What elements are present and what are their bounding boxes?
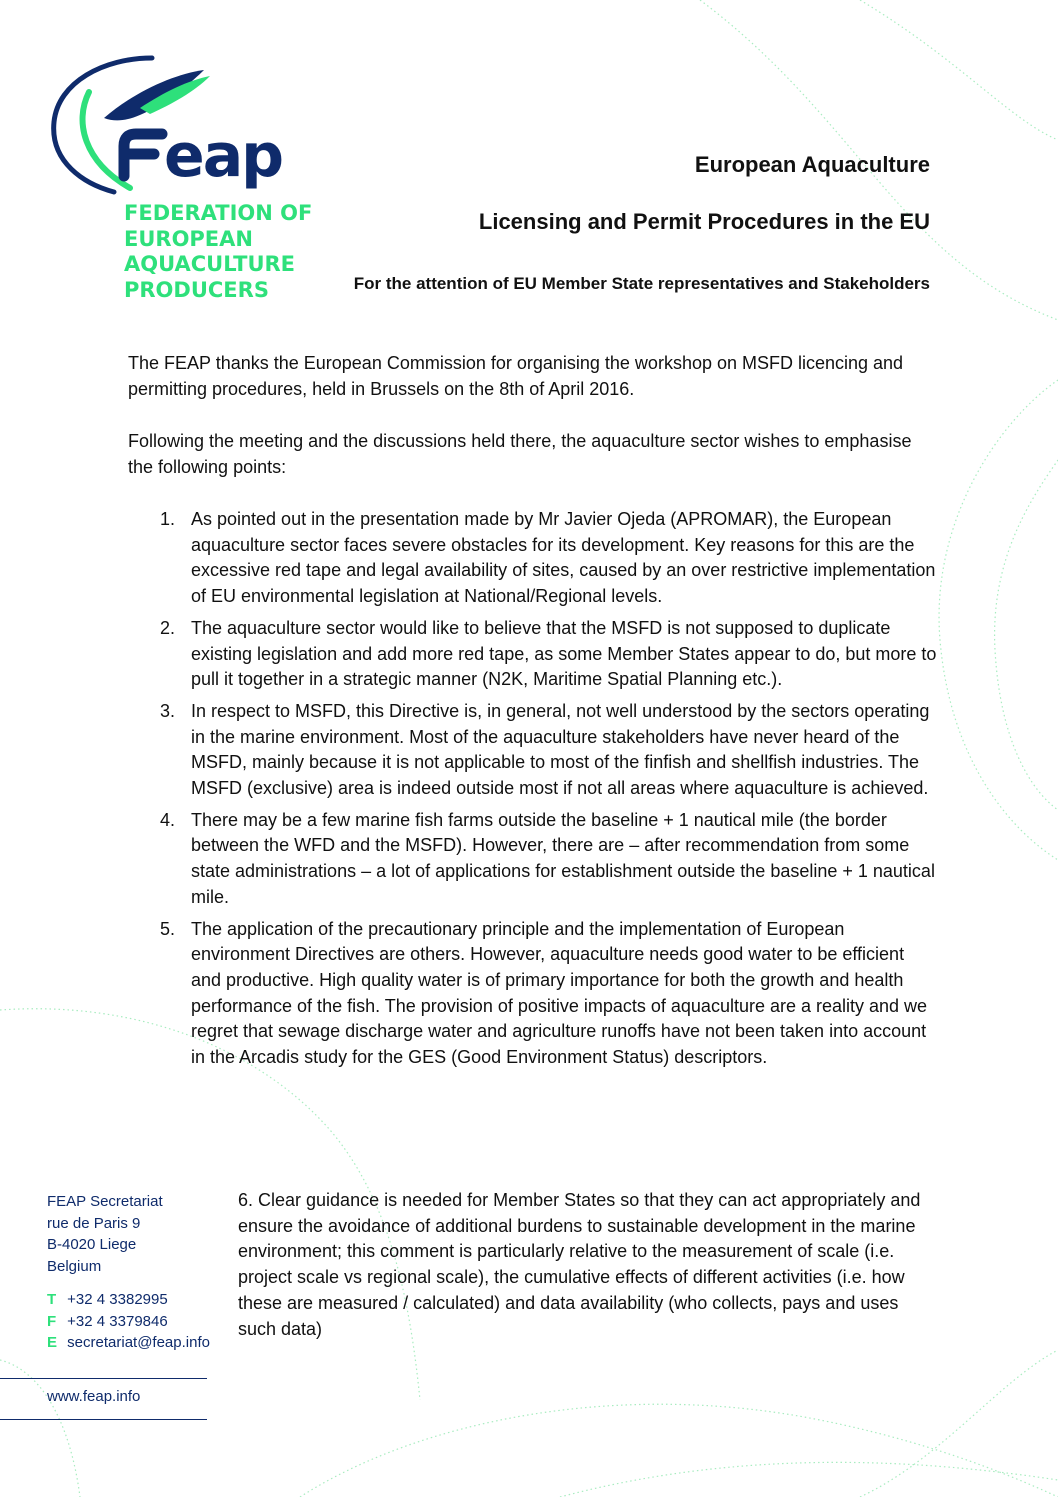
email-label: E [47,1334,58,1351]
list-item [128,507,938,610]
address-line: Belgium [47,1257,102,1275]
intro-paragraph: The FEAP thanks the European Commission for organising the workshop on MSFD licencing and permitting procedures, held in Brussels on the 8th of April 2016. [128,353,904,399]
email-row [47,1332,210,1354]
footer-divider [0,1419,207,1420]
org-name-line: FEDERATION OF [124,201,313,225]
intro-paragraph: Following the meeting and the discussions held there, the aquaculture sector wishes to emphasise the following points: [128,431,912,477]
list-item-text: In respect to MSFD, this Directive is, in general, not well understood by the sectors operating in the marine environment. Most of the aquaculture stakeholders have never heard of the MSFD, mainly because it is not applicable to most of the finfish and shellfish industries. The MSFD (exclusive) area is indeed outside most if not all areas where aquaculture is achieved. [191,700,930,799]
svg-text:eap: eap [164,121,283,191]
fax-row [47,1311,210,1333]
fax-number: +32 4 3379846 [67,1312,168,1330]
list-item [128,616,938,693]
address-line: FEAP Secretariat [47,1193,163,1210]
list-item-number: 4. [160,809,176,830]
document-title-line-1: European Aquaculture [694,152,930,177]
contact-details [47,1289,210,1354]
list-item-text: As pointed out in the presentation made by Mr Javier Ojeda (APROMAR), the European aquaculture sector faces severe obstacles for its development. Key reasons for this are the excessive red tape and legal availability of sites, caused by an over restrictive implementation of EU environmental legislation at National/Regional levels. [191,509,936,607]
list-item [128,917,938,1071]
points-list [128,507,938,1077]
organisation-name [124,201,312,303]
point-six-paragraph: 6. Clear guidance is needed for Member States so that they can act appropriately and ensure the avoidance of additional burdens to sustainable development in the marine environment; this comment is particularly relative to the measurement of scale (i.e. project scale vs regional scale), the cumulative effects of different activities (i.e. how these are measured / calculated) and data availability (who collects, pays and uses such data) [238,1190,921,1339]
phone-number: +32 4 3382995 [67,1291,168,1308]
list-item-text: The aquaculture sector would like to believe that the MSFD is not supposed to duplicate existing legislation and add more red tape, as some Member States appear to do, but more to pull it together in a strategic manner (N2K, Maritime Spatial Planning etc.). [191,617,937,690]
address-line: B-4020 Liege [47,1236,137,1253]
address-line: rue de Paris 9 [47,1214,141,1232]
list-item [128,699,938,802]
attention-line: For the attention of EU Member State representatives and Stakeholders [353,274,930,293]
secretariat-address [47,1191,163,1277]
document-title-line-2: Licensing and Permit Procedures in the EU [478,209,930,234]
org-name-line: EUROPEAN [124,226,253,251]
website-link[interactable]: www.feap.info [47,1388,141,1405]
phone-row [47,1289,210,1311]
footer-divider [0,1378,207,1379]
list-item-number: 5. [160,918,176,939]
list-item-text: The application of the precautionary principle and the implementation of European environment Directives are others. However, aquaculture needs good water to be efficient and productive. High quality water is of primary importance for both the growth and health performance of the fish. The provision of positive impacts of aquaculture are a reality and we regret that sewage discharge water and agriculture runoffs have not been taken into account in the Arcadis study for the GES (Good Environment Status) descriptors. [191,918,928,1068]
list-item-text: There may be a few marine fish farms outside the baseline + 1 nautical mile (the border between the WFD and the MSFD). However, there are – after recommendation from some state administrations – a lot of applications for establishment outside the baseline + 1 nautical mile. [191,809,935,907]
phone-label: T [47,1291,57,1308]
fax-label: F [47,1312,57,1330]
list-item-number: 2. [160,617,176,638]
list-item [128,808,938,911]
feap-fish-logo-icon [44,52,314,202]
org-name-line: PRODUCERS [124,277,269,302]
list-item-number: 1. [160,509,176,529]
org-name-line: AQUACULTURE [124,252,296,276]
list-item-number: 3. [160,700,176,721]
email-link[interactable]: secretariat@feap.info [67,1334,210,1351]
